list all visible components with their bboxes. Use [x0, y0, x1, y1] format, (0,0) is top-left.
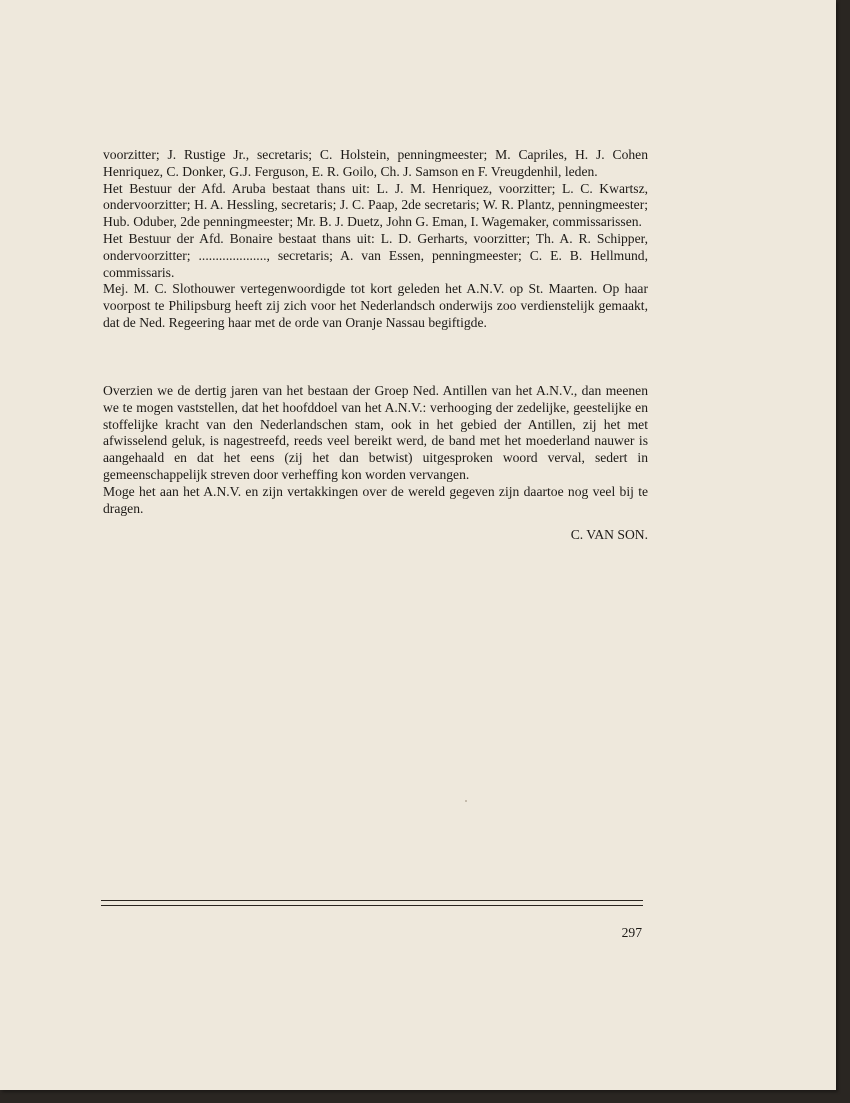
author-signature: C. VAN SON. — [570, 527, 648, 542]
paragraph-bonaire-board: Het Bestuur der Afd. Bonaire bestaat thans uit: L. D. Gerharts, voorzitter; Th. A. R. Schipper, ondervoorzitter; ...................., secretaris; A. van Essen, penningmeester; C. E. B. Hellmund, commissaris. — [103, 230, 648, 280]
paragraph-curacao-board: voorzitter; J. Rustige Jr., secretaris; C. Holstein, penningmeester; M. Capriles, H. J. Cohen Henriquez, C. Donker, G.J. Ferguson, E. R. Goilo, Ch. J. Samson en F. Vreugdenhil, leden. — [103, 147, 648, 179]
text-block-board-members — [103, 147, 648, 332]
paragraph-aruba-board: Het Bestuur der Afd. Aruba bestaat thans uit: L. J. M. Henriquez, voorzitter; L. C. Kwartsz, ondervoorzitter; H. A. Hessling, secretaris; J. C. Paap, 2de secretaris; W. R. Plantz, penningmeester; Hub. Oduber, 2de penningmeester; Mr. B. J. Duetz, John G. Eman, I. Wagemaker, commissarissen. — [103, 180, 648, 230]
paragraph-st-maarten: Mej. M. C. Slothouwer vertegenwoordigde tot kort geleden het A.N.V. op St. Maarten. Op haar voorpost te Philipsburg heeft zij zich voor het Nederlandsch onderwijs zoo verdienstelijk gemaakt, dat de Ned. Regeering haar met de orde van Oranje Nassau begiftigde. — [103, 281, 648, 330]
paper-speck — [465, 800, 467, 802]
footer-rule-top — [101, 900, 643, 901]
text-block-conclusion — [103, 383, 648, 517]
paragraph-overview: Overzien we de dertig jaren van het bestaan der Groep Ned. Antillen van het A.N.V., dan meenen we te mogen vaststellen, dat het hoofddoel van het A.N.V.: verhooging der zedelijke, geestelijke en stoffelijke kracht van den Nederlandschen stam, ook in het gebied der Antillen, zij het met afwisselend geluk, is nagestreefd, reeds veel bereikt werd, de band met het moederland nauwer is aangehaald en dat het eens (zij het dan betwist) uitgesproken woord verval, sedert in gemeenschappelijk streven door verheffing kon worden vervangen. — [103, 383, 648, 482]
page-number: 297 — [621, 925, 642, 940]
paragraph-closing-wish: Moge het aan het A.N.V. en zijn vertakkingen over de wereld gegeven zijn daartoe nog veel bij te dragen. — [103, 483, 648, 516]
footer-rule-bottom — [101, 905, 643, 906]
